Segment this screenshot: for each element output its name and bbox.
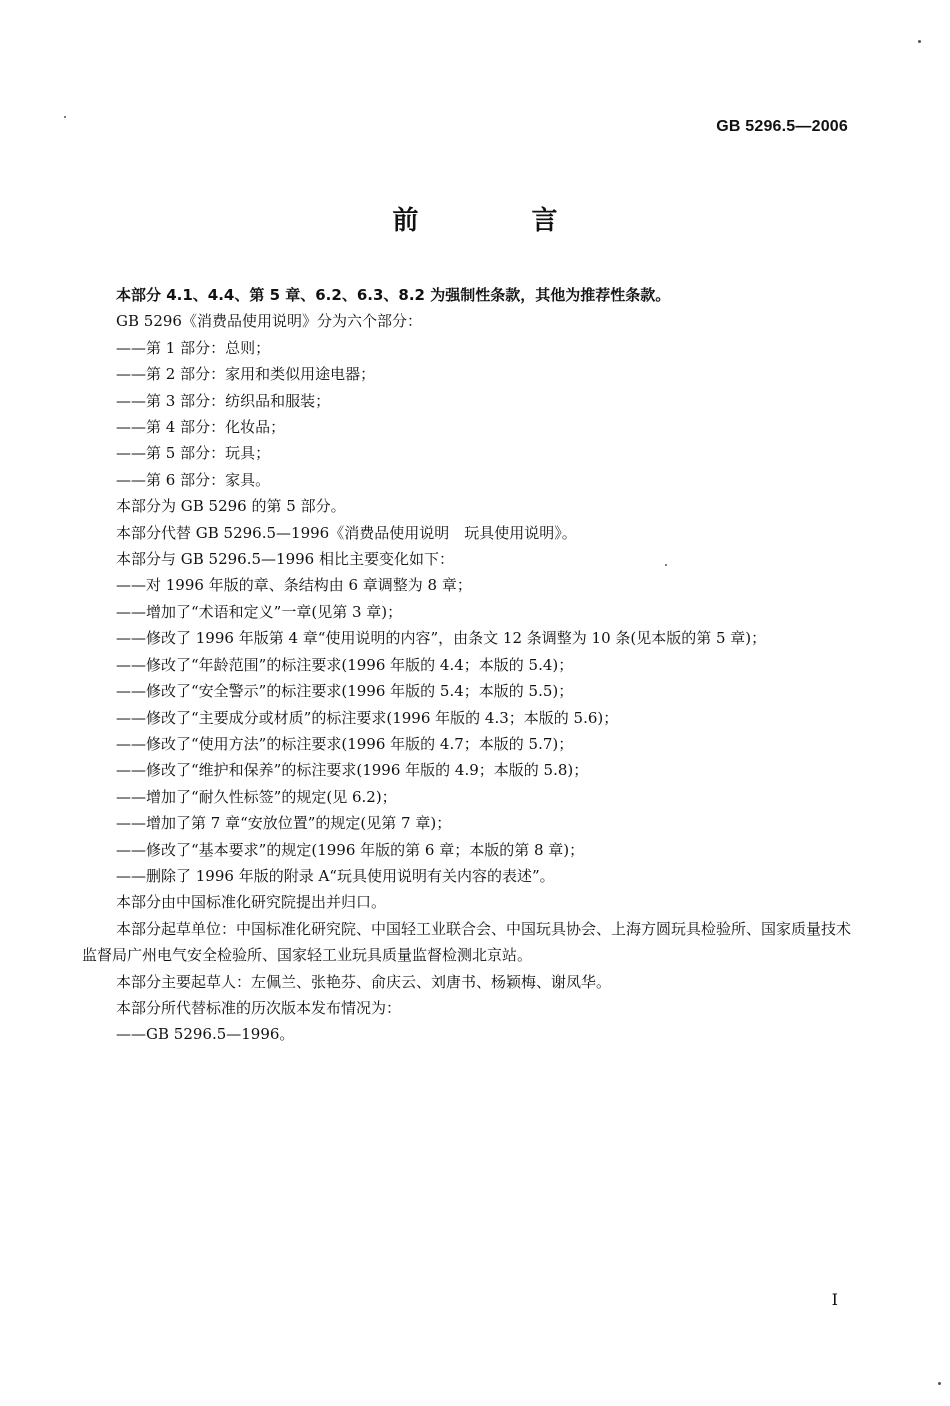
change-item: ——增加了第 7 章“安放位置”的规定(见第 7 章)； [116, 814, 452, 833]
change-item: ——修改了“维护和保养”的标注要求(1996 年版的 4.9；本版的 5.8)； [116, 761, 589, 780]
standard-number: GB 5296.5—2006 [716, 118, 848, 135]
changes-intro: 本部分与 GB 5296.5—1996 相比主要变化如下： [116, 550, 454, 569]
foreword-body [82, 282, 852, 1048]
part-statement: 本部分为 GB 5296 的第 5 部分。 [116, 497, 346, 516]
change-item: ——增加了“术语和定义”一章(见第 3 章)； [116, 602, 403, 621]
change-item: ——修改了“安全警示”的标注要求(1996 年版的 5.4；本版的 5.5)； [116, 682, 574, 701]
change-item: ——修改了“基本要求”的规定(1996 年版的第 6 章；本版的第 8 章)； [116, 840, 585, 859]
change-item: ——修改了 1996 年版第 4 章“使用说明的内容”，由条文 12 条调整为 10 条(见本版的第 5 章)； [116, 629, 767, 648]
part-item: ——第 5 部分：玩具； [116, 444, 271, 463]
part-item: ——第 3 部分：纺织品和服装； [116, 391, 331, 410]
change-item: ——修改了“主要成分或材质”的标注要求(1996 年版的 4.3；本版的 5.6)； [116, 708, 619, 727]
part-item: ——第 2 部分：家用和类似用途电器； [116, 365, 376, 384]
scan-speck [64, 116, 66, 118]
page-title: 前 言 [392, 206, 610, 236]
scan-speck [665, 564, 667, 566]
part-item: ——第 6 部分：家具。 [116, 470, 271, 489]
scan-speck [938, 1382, 941, 1385]
main-drafters: 本部分主要起草人：左佩兰、张艳芬、俞庆云、刘唐书、杨颖梅、谢凤华。 [116, 972, 612, 991]
change-item: ——对 1996 年版的章、条结构由 6 章调整为 8 章； [116, 576, 472, 595]
part-item: ——第 4 部分：化妆品； [116, 418, 286, 437]
proposer-statement: 本部分由中国标准化研究院提出并归口。 [116, 893, 387, 912]
replacement-statement: 本部分代替 GB 5296.5—1996《消费品使用说明 玩具使用说明》。 [116, 523, 577, 542]
scan-speck [918, 40, 921, 43]
history-intro: 本部分所代替标准的历次版本发布情况为： [116, 998, 402, 1017]
history-item: ——GB 5296.5—1996。 [116, 1025, 295, 1044]
change-item: ——修改了“年龄范围”的标注要求(1996 年版的 4.4；本版的 5.4)； [116, 655, 574, 674]
mandatory-clause-statement: 本部分 4.1、4.4、第 5 章、6.2、6.3、8.2 为强制性条款，其他为推荐性条款。 [116, 286, 671, 304]
page-number: I [831, 1290, 838, 1309]
change-item: ——增加了“耐久性标签”的规定(见 6.2)； [116, 787, 397, 806]
parts-intro: GB 5296《消费品使用说明》分为六个部分： [116, 312, 422, 331]
drafting-units: 本部分起草单位：中国标准化研究院、中国轻工业联合会、中国玩具协会、上海方圆玩具检验所、国家质量技术监督局广州电气安全检验所、国家轻工业玩具质量监督检测北京站。 [82, 919, 852, 965]
part-item: ——第 1 部分：总则； [116, 338, 271, 357]
change-item: ——删除了 1996 年版的附录 A“玩具使用说明有关内容的表述”。 [116, 866, 555, 885]
change-item: ——修改了“使用方法”的标注要求(1996 年版的 4.7；本版的 5.7)； [116, 734, 574, 753]
